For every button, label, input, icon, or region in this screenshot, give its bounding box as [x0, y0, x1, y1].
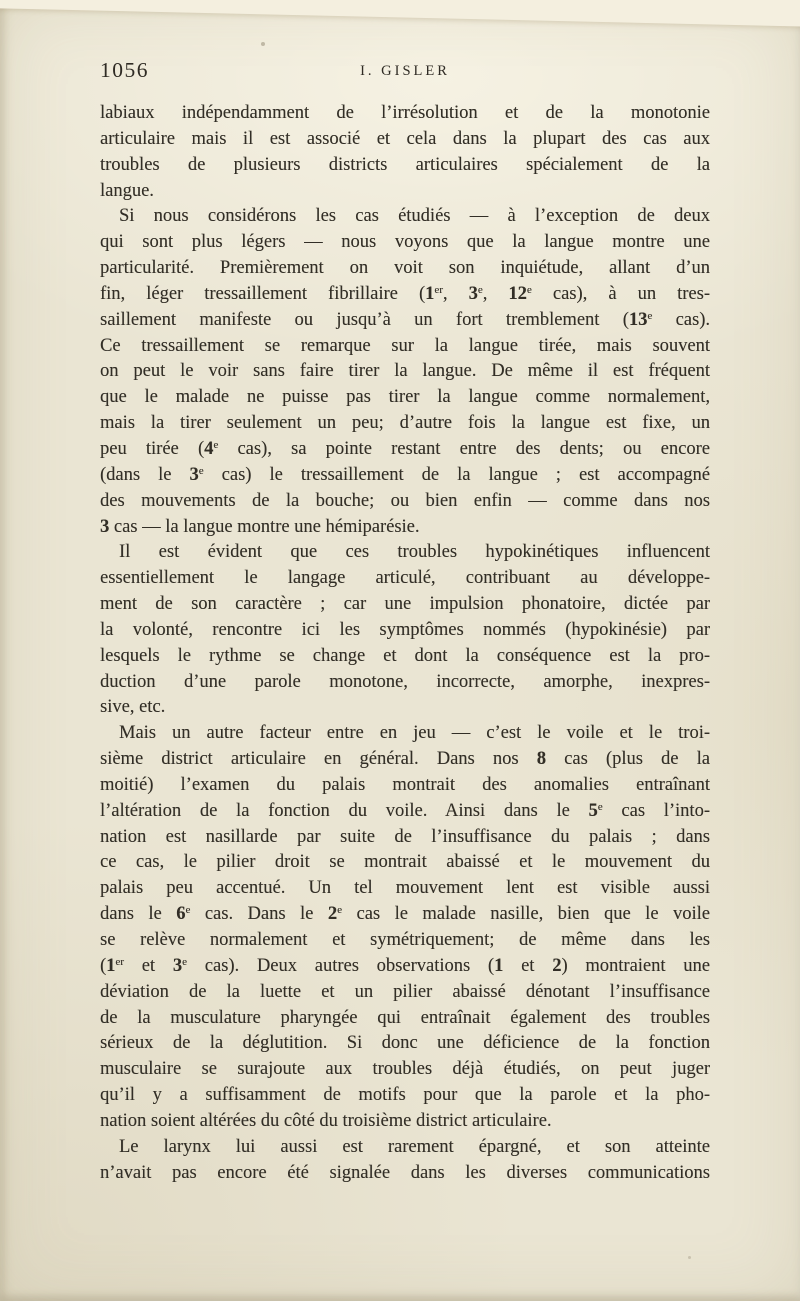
text-line: nation est nasillarde par suite de l’insuffisance du palais ; dans [100, 826, 710, 847]
text-line: on peut le voir sans faire tirer la langue. De même il est fréquent [100, 361, 710, 382]
text-line: ce cas, le pilier droit se montrait abaissé et le mouvement du [100, 852, 710, 873]
text-line: particularité. Premièrement on voit son inquiétude, allant d’un [100, 258, 710, 279]
text-line: Il est évident que ces troubles hypokinétiques influencent [119, 542, 710, 563]
text-line: moitié) l’examen du palais montrait des anomalies entraînant [100, 774, 710, 795]
paper-speck [688, 1256, 691, 1259]
running-header: I. GISLER [360, 63, 450, 79]
text-line: troubles de plusieurs districts articulaires spécialement de la [100, 154, 710, 175]
text-line: Si nous considérons les cas étudiés — à l’exception de deux [119, 206, 710, 227]
text-line: de la musculature pharyngée qui entraînait également des troubles [100, 1007, 710, 1028]
text-line: lesquels le rythme se change et dont la conséquence est la pro- [100, 645, 710, 666]
text-line: des mouvements de la bouche; ou bien enfin — comme dans nos [100, 490, 710, 511]
text-line: palais peu accentué. Un tel mouvement lent est visible aussi [100, 878, 710, 899]
paper-speck [261, 42, 265, 46]
paragraph [100, 101, 710, 204]
text-line: saillement manifeste ou jusqu’à un fort tremblement (13e cas). [100, 309, 710, 330]
text-line: (1er et 3e cas). Deux autres observations (1 et 2) montraient une [100, 955, 710, 976]
paragraph [100, 204, 710, 540]
text-line: n’avait pas encore été signalée dans les diverses communications [100, 1162, 710, 1183]
page-top-edge [0, 0, 800, 27]
text-line: la volonté, rencontre ici les symptômes nommés (hypokinésie) par [100, 619, 710, 640]
text-line: nation soient altérées du côté du troisième district articulaire. [100, 1110, 552, 1131]
text-line: duction d’une parole monotone, incorrecte, amorphe, inexpres- [100, 671, 710, 692]
text-line: qu’il y a suffisamment de motifs pour que la parole et la pho- [100, 1085, 710, 1106]
text-line: musculaire se surajoute aux troubles déjà étudiés, on peut juger [100, 1059, 710, 1080]
text-line: labiaux indépendamment de l’irrésolution et de la monotonie [100, 103, 710, 123]
text-line: Ce tressaillement se remarque sur la langue tirée, mais souvent [100, 335, 710, 356]
text-line: peu tirée (4e cas), sa pointe restant entre des dents; ou encore [100, 438, 710, 459]
text-line: mais la tirer seulement un peu; d’autre fois la langue est fixe, un [100, 413, 710, 434]
text-line: essentiellement le langage articulé, contribuant au développe- [100, 568, 710, 589]
text-line: l’altération de la fonction du voile. Ainsi dans le 5e cas l’into- [100, 800, 710, 821]
text-line: fin, léger tressaillement fibrillaire (1er, 3e, 12e cas), à un tres- [100, 283, 711, 304]
text-line: dans le 6e cas. Dans le 2e cas le malade nasille, bien que le voile [100, 904, 710, 925]
text-line: (dans le 3e cas) le tressaillement de la langue ; est accompagné [100, 464, 710, 485]
text-line: 3 cas — la langue montre une hémiparésie. [100, 516, 420, 537]
text-line: sérieux de la déglutition. Si donc une déficience de la fonction [100, 1033, 710, 1054]
page-body [100, 101, 710, 1186]
paragraph [100, 721, 710, 1135]
text-line: articulaire mais il est associé et cela dans la plupart des cas aux [100, 128, 710, 149]
page-number: 1056 [100, 58, 149, 82]
text-line: Le larynx lui aussi est rarement épargné, et son atteinte [119, 1136, 710, 1157]
text-line: se relève normalement et symétriquement; de même dans les [100, 930, 710, 950]
text-line: qui sont plus légers — nous voyons que la langue montre une [100, 232, 710, 253]
text-line: que le malade ne puisse pas tirer la langue comme normalement, [100, 387, 710, 408]
text-line: déviation de la luette et un pilier abaissé dénotant l’insuffisance [100, 981, 710, 1002]
paragraph [100, 540, 710, 721]
text-line: Mais un autre facteur entre en jeu — c’est le voile et le troi- [119, 723, 710, 744]
paragraph [100, 1135, 710, 1187]
text-line: langue. [100, 180, 154, 201]
text-line: sième district articulaire en général. Dans nos 8 cas (plus de la [100, 749, 711, 770]
text-line: sive, etc. [100, 697, 166, 718]
text-line: ment de son caractère ; car une impulsion phonatoire, dictée par [100, 594, 710, 615]
page-header [100, 58, 710, 84]
